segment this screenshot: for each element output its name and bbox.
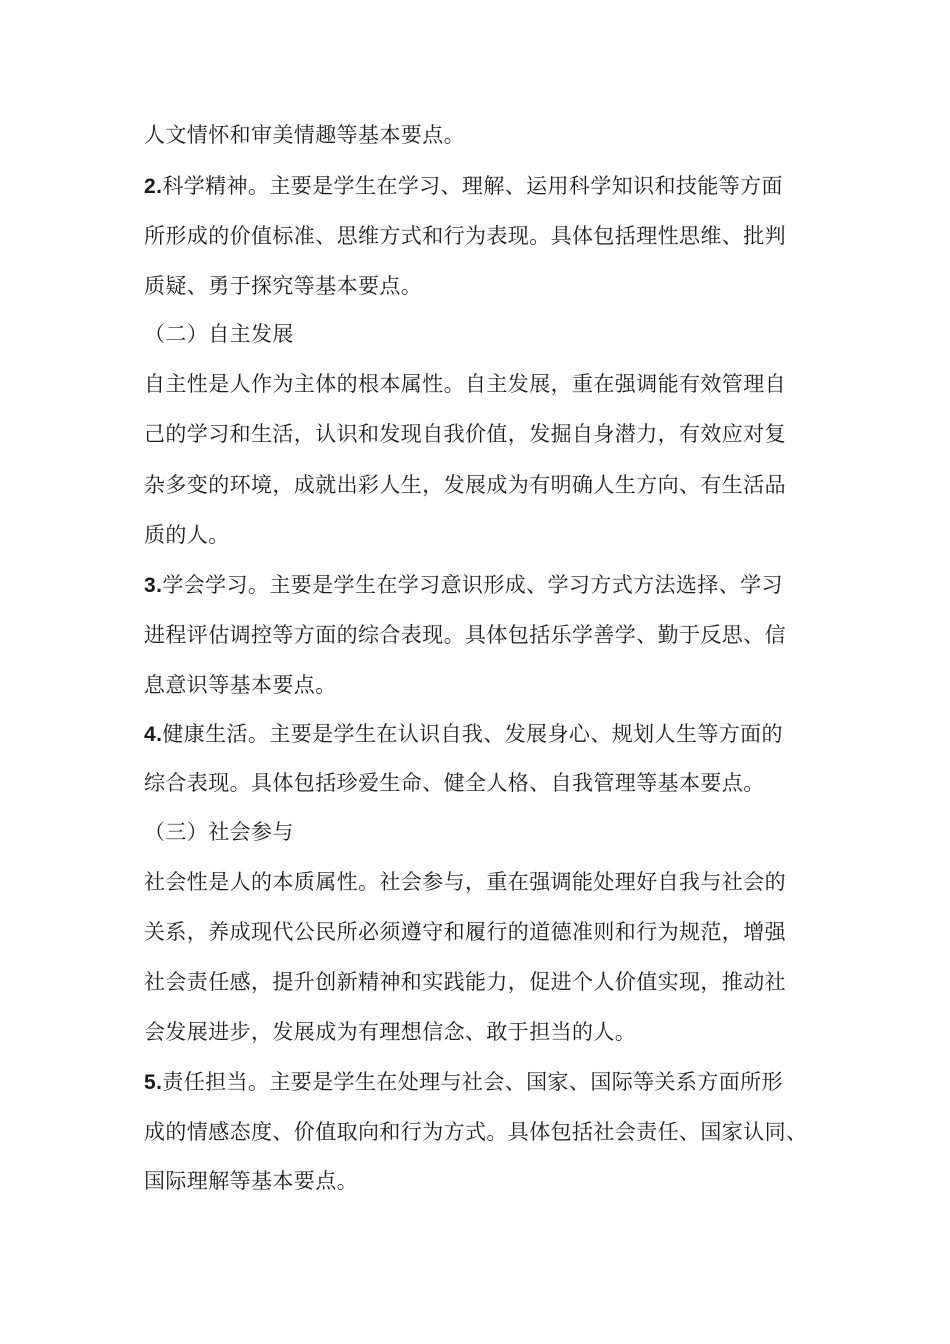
text-line bbox=[144, 470, 810, 500]
line-text: （三）社会参与 bbox=[144, 820, 294, 844]
line-text: 会发展进步，发展成为有理想信念、敢于担当的人。 bbox=[144, 1020, 637, 1044]
text-line bbox=[144, 369, 810, 399]
line-text: 责任担当。主要是学生在处理与社会、国家、国际等关系方面所形 bbox=[162, 1070, 783, 1094]
line-text: 社会责任感，提升创新精神和实践能力，促进个人价值实现，推动社 bbox=[144, 970, 786, 994]
line-text: 综合表现。具体包括珍爱生命、健全人格、自我管理等基本要点。 bbox=[144, 771, 765, 795]
line-text: 息意识等基本要点。 bbox=[144, 673, 337, 697]
text-line bbox=[144, 620, 810, 650]
item-number: 2. bbox=[144, 175, 163, 198]
text-line bbox=[144, 768, 810, 798]
line-text: 社会性是人的本质属性。社会参与，重在强调能处理好自我与社会的 bbox=[144, 870, 786, 894]
text-line bbox=[144, 120, 810, 150]
text-line bbox=[144, 1117, 810, 1147]
line-text: 关系，养成现代公民所必须遵守和履行的道德准则和行为规范，增强 bbox=[144, 920, 786, 944]
text-line bbox=[144, 1067, 810, 1098]
line-text: 健康生活。主要是学生在认识自我、发展身心、规划人生等方面的 bbox=[162, 722, 783, 746]
text-line bbox=[144, 670, 810, 700]
text-line bbox=[144, 271, 810, 301]
line-text: 人文情怀和审美情趣等基本要点。 bbox=[144, 123, 465, 147]
line-text: 质疑、勇于探究等基本要点。 bbox=[144, 274, 423, 298]
text-line bbox=[144, 967, 810, 997]
section-heading bbox=[144, 319, 810, 349]
text-line bbox=[144, 1166, 810, 1196]
line-text: 进程评估调控等方面的综合表现。具体包括乐学善学、勤于反思、信 bbox=[144, 623, 786, 647]
text-line bbox=[144, 570, 810, 601]
item-number: 4. bbox=[144, 723, 163, 746]
text-line bbox=[144, 221, 810, 251]
text-line bbox=[144, 419, 810, 449]
text-line bbox=[144, 867, 810, 897]
line-text: 国际理解等基本要点。 bbox=[144, 1169, 358, 1193]
line-text: 自主性是人作为主体的根本属性。自主发展，重在强调能有效管理自 bbox=[144, 372, 786, 396]
text-line bbox=[144, 1017, 810, 1047]
line-text: （二）自主发展 bbox=[144, 322, 294, 346]
line-text: 所形成的价值标准、思维方式和行为表现。具体包括理性思维、批判 bbox=[144, 224, 786, 248]
line-text: 成的情感态度、价值取向和行为方式。具体包括社会责任、国家认同、 bbox=[144, 1120, 808, 1144]
line-text: 己的学习和生活，认识和发现自我价值，发掘自身潜力，有效应对复 bbox=[144, 422, 786, 446]
line-text: 科学精神。主要是学生在学习、理解、运用科学知识和技能等方面 bbox=[162, 174, 783, 198]
line-text: 杂多变的环境，成就出彩人生，发展成为有明确人生方向、有生活品 bbox=[144, 473, 786, 497]
line-text: 质的人。 bbox=[144, 523, 230, 547]
item-number: 5. bbox=[144, 1071, 163, 1094]
line-text: 学会学习。主要是学生在学习意识形成、学习方式方法选择、学习 bbox=[162, 573, 783, 597]
text-line bbox=[144, 171, 810, 202]
item-number: 3. bbox=[144, 574, 163, 597]
text-line bbox=[144, 520, 810, 550]
text-line bbox=[144, 917, 810, 947]
text-line bbox=[144, 719, 810, 750]
section-heading bbox=[144, 817, 810, 847]
